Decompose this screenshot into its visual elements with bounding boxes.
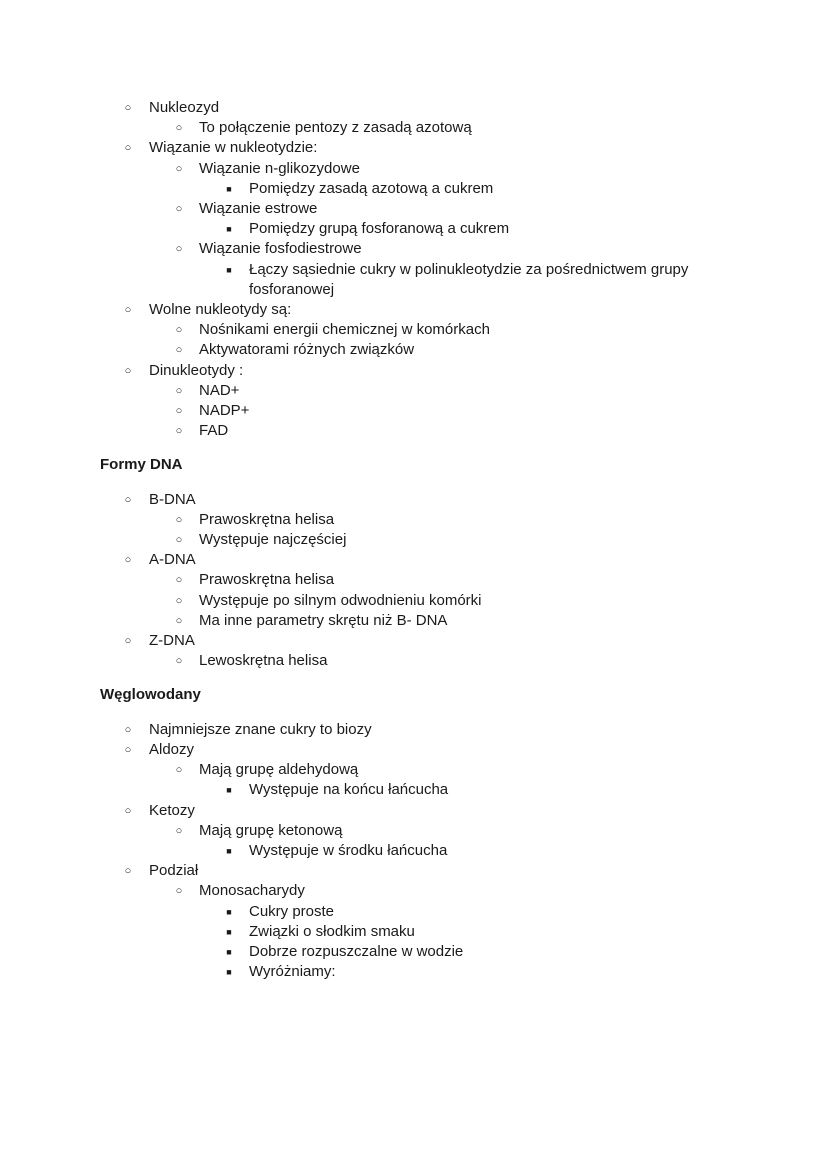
list-item: [0, 159, 828, 179]
list-item-text: Aktywatorami różnych związków: [199, 341, 415, 359]
list-item: [0, 179, 828, 199]
list-item-text: Występuje na końcu łańcucha: [249, 781, 449, 799]
list-item: [0, 118, 828, 138]
list-item: [0, 861, 828, 881]
circle-bullet-icon: ○: [175, 384, 183, 397]
circle-bullet-icon: ○: [175, 513, 183, 526]
list-item-text: Prawoskrętna helisa: [199, 571, 335, 589]
list-item-text: Ma inne parametry skrętu niż B- DNA: [199, 611, 448, 629]
section: [0, 455, 828, 671]
square-bullet-icon: ■: [226, 946, 232, 957]
list-item-text: Dinukleotydy :: [149, 361, 244, 379]
list-item-text: Mają grupę aldehydową: [199, 761, 359, 779]
list-item: [0, 361, 828, 381]
list-item-text: Nośnikami energii chemicznej w komórkach: [199, 321, 490, 339]
list-item: [0, 631, 828, 651]
circle-bullet-icon: ○: [124, 304, 132, 317]
circle-bullet-icon: ○: [124, 554, 132, 567]
list-item: [0, 821, 828, 841]
list-item: [0, 591, 828, 611]
circle-bullet-icon: ○: [175, 885, 183, 898]
circle-bullet-icon: ○: [124, 804, 132, 817]
circle-bullet-icon: ○: [175, 425, 183, 438]
list-item: [0, 530, 828, 550]
list-item-text: Nukleozyd: [149, 99, 220, 116]
list-item: [0, 219, 828, 239]
square-bullet-icon: ■: [226, 926, 232, 937]
list-item: [0, 550, 828, 570]
list-item: [0, 239, 828, 259]
list-item: [0, 421, 828, 441]
circle-bullet-icon: ○: [124, 364, 132, 377]
square-bullet-icon: ■: [226, 264, 232, 275]
circle-bullet-icon: ○: [124, 865, 132, 878]
list-item: [0, 381, 828, 401]
list-item: [0, 720, 828, 740]
circle-bullet-icon: ○: [175, 534, 183, 547]
list-item-text: Występuje w środku łańcucha: [249, 841, 448, 859]
list-item-text: Mają grupę ketonową: [199, 821, 343, 839]
section-heading: Węglowodany: [100, 686, 201, 704]
section-heading: Formy DNA: [100, 456, 183, 474]
list-item-text: Monosacharydy: [199, 882, 305, 900]
list-item-text: Wyróżniamy:: [249, 963, 336, 981]
list-item: [0, 611, 828, 631]
list-item: [0, 962, 828, 982]
circle-bullet-icon: ○: [175, 594, 183, 607]
circle-bullet-icon: ○: [175, 764, 183, 777]
list-item: [0, 740, 828, 760]
list-item: [0, 401, 828, 421]
list-item: [0, 490, 828, 510]
circle-bullet-icon: ○: [124, 142, 132, 155]
list-item-text: Podział: [149, 862, 199, 880]
list-item: [0, 98, 828, 118]
square-bullet-icon: ■: [226, 224, 232, 235]
list-item-text: To połączenie pentozy z zasadą azotową: [199, 119, 472, 137]
square-bullet-icon: ■: [226, 906, 232, 917]
circle-bullet-icon: ○: [124, 743, 132, 756]
square-bullet-icon: ■: [226, 183, 232, 194]
list-item: [0, 780, 828, 800]
list-item: [0, 300, 828, 320]
list-item-text: Wiązanie w nukleotydzie:: [149, 139, 318, 157]
list-item-text: Występuje po silnym odwodnieniu komórki: [199, 591, 482, 609]
list-item-text: Dobrze rozpuszczalne w wodzie: [249, 942, 464, 960]
list-item: [0, 902, 828, 922]
list-item-text: Wiązanie estrowe: [199, 200, 318, 218]
square-bullet-icon: ■: [226, 967, 232, 978]
circle-bullet-icon: ○: [175, 824, 183, 837]
list-item-text: B-DNA: [149, 490, 196, 508]
square-bullet-icon: ■: [226, 785, 232, 796]
list-item-text: NAD+: [199, 381, 240, 399]
circle-bullet-icon: ○: [175, 655, 183, 668]
circle-bullet-icon: ○: [175, 243, 183, 256]
list-item-text: Cukry proste: [249, 902, 335, 920]
list-item-text: Aldozy: [149, 740, 195, 758]
list-item: [0, 922, 828, 942]
list-item: [0, 138, 828, 158]
circle-bullet-icon: ○: [175, 344, 183, 357]
list-item: [0, 881, 828, 901]
list-item-text: Z-DNA: [149, 632, 195, 650]
list-item: [0, 260, 828, 300]
list-item-text: Ketozy: [149, 801, 195, 819]
circle-bullet-icon: ○: [175, 405, 183, 418]
circle-bullet-icon: ○: [175, 162, 183, 175]
circle-bullet-icon: ○: [124, 493, 132, 506]
list-item-text: Łączy sąsiednie cukry w polinukleotydzie za pośrednictwem grupy fosforanowej: [249, 260, 689, 298]
list-item-text: Wolne nukleotydy są:: [149, 301, 292, 319]
list-item: [0, 510, 828, 530]
circle-bullet-icon: ○: [175, 122, 183, 135]
list-item: [0, 340, 828, 360]
list-item-text: Wiązanie fosfodiestrowe: [199, 240, 362, 258]
list-item: [0, 942, 828, 962]
list-item-text: Pomiędzy zasadą azotową a cukrem: [249, 179, 494, 197]
list-item-text: Najmniejsze znane cukry to biozy: [149, 720, 372, 738]
circle-bullet-icon: ○: [124, 723, 132, 736]
circle-bullet-icon: ○: [175, 324, 183, 337]
section: [0, 685, 828, 982]
circle-bullet-icon: ○: [175, 614, 183, 627]
list-item: [0, 651, 828, 671]
list-item-text: FAD: [199, 422, 229, 440]
list-item: [0, 841, 828, 861]
list-item: [0, 320, 828, 340]
list-item: [0, 570, 828, 590]
circle-bullet-icon: ○: [175, 203, 183, 216]
list-item-text: A-DNA: [149, 551, 196, 569]
list-item: [0, 760, 828, 780]
section: [0, 98, 828, 441]
circle-bullet-icon: ○: [124, 102, 132, 114]
list-item-text: Występuje najczęściej: [199, 531, 347, 549]
circle-bullet-icon: ○: [124, 635, 132, 648]
list-item: [0, 199, 828, 219]
square-bullet-icon: ■: [226, 845, 232, 856]
list-item: [0, 801, 828, 821]
list-item-text: Wiązanie n-glikozydowe: [199, 159, 360, 177]
list-item-text: Prawoskrętna helisa: [199, 510, 335, 528]
list-item-text: Pomiędzy grupą fosforanową a cukrem: [249, 220, 510, 238]
list-item-text: Lewoskrętna helisa: [199, 652, 328, 670]
circle-bullet-icon: ○: [175, 574, 183, 587]
list-item-text: Związki o słodkim smaku: [249, 922, 415, 940]
list-item-text: NADP+: [199, 402, 250, 420]
